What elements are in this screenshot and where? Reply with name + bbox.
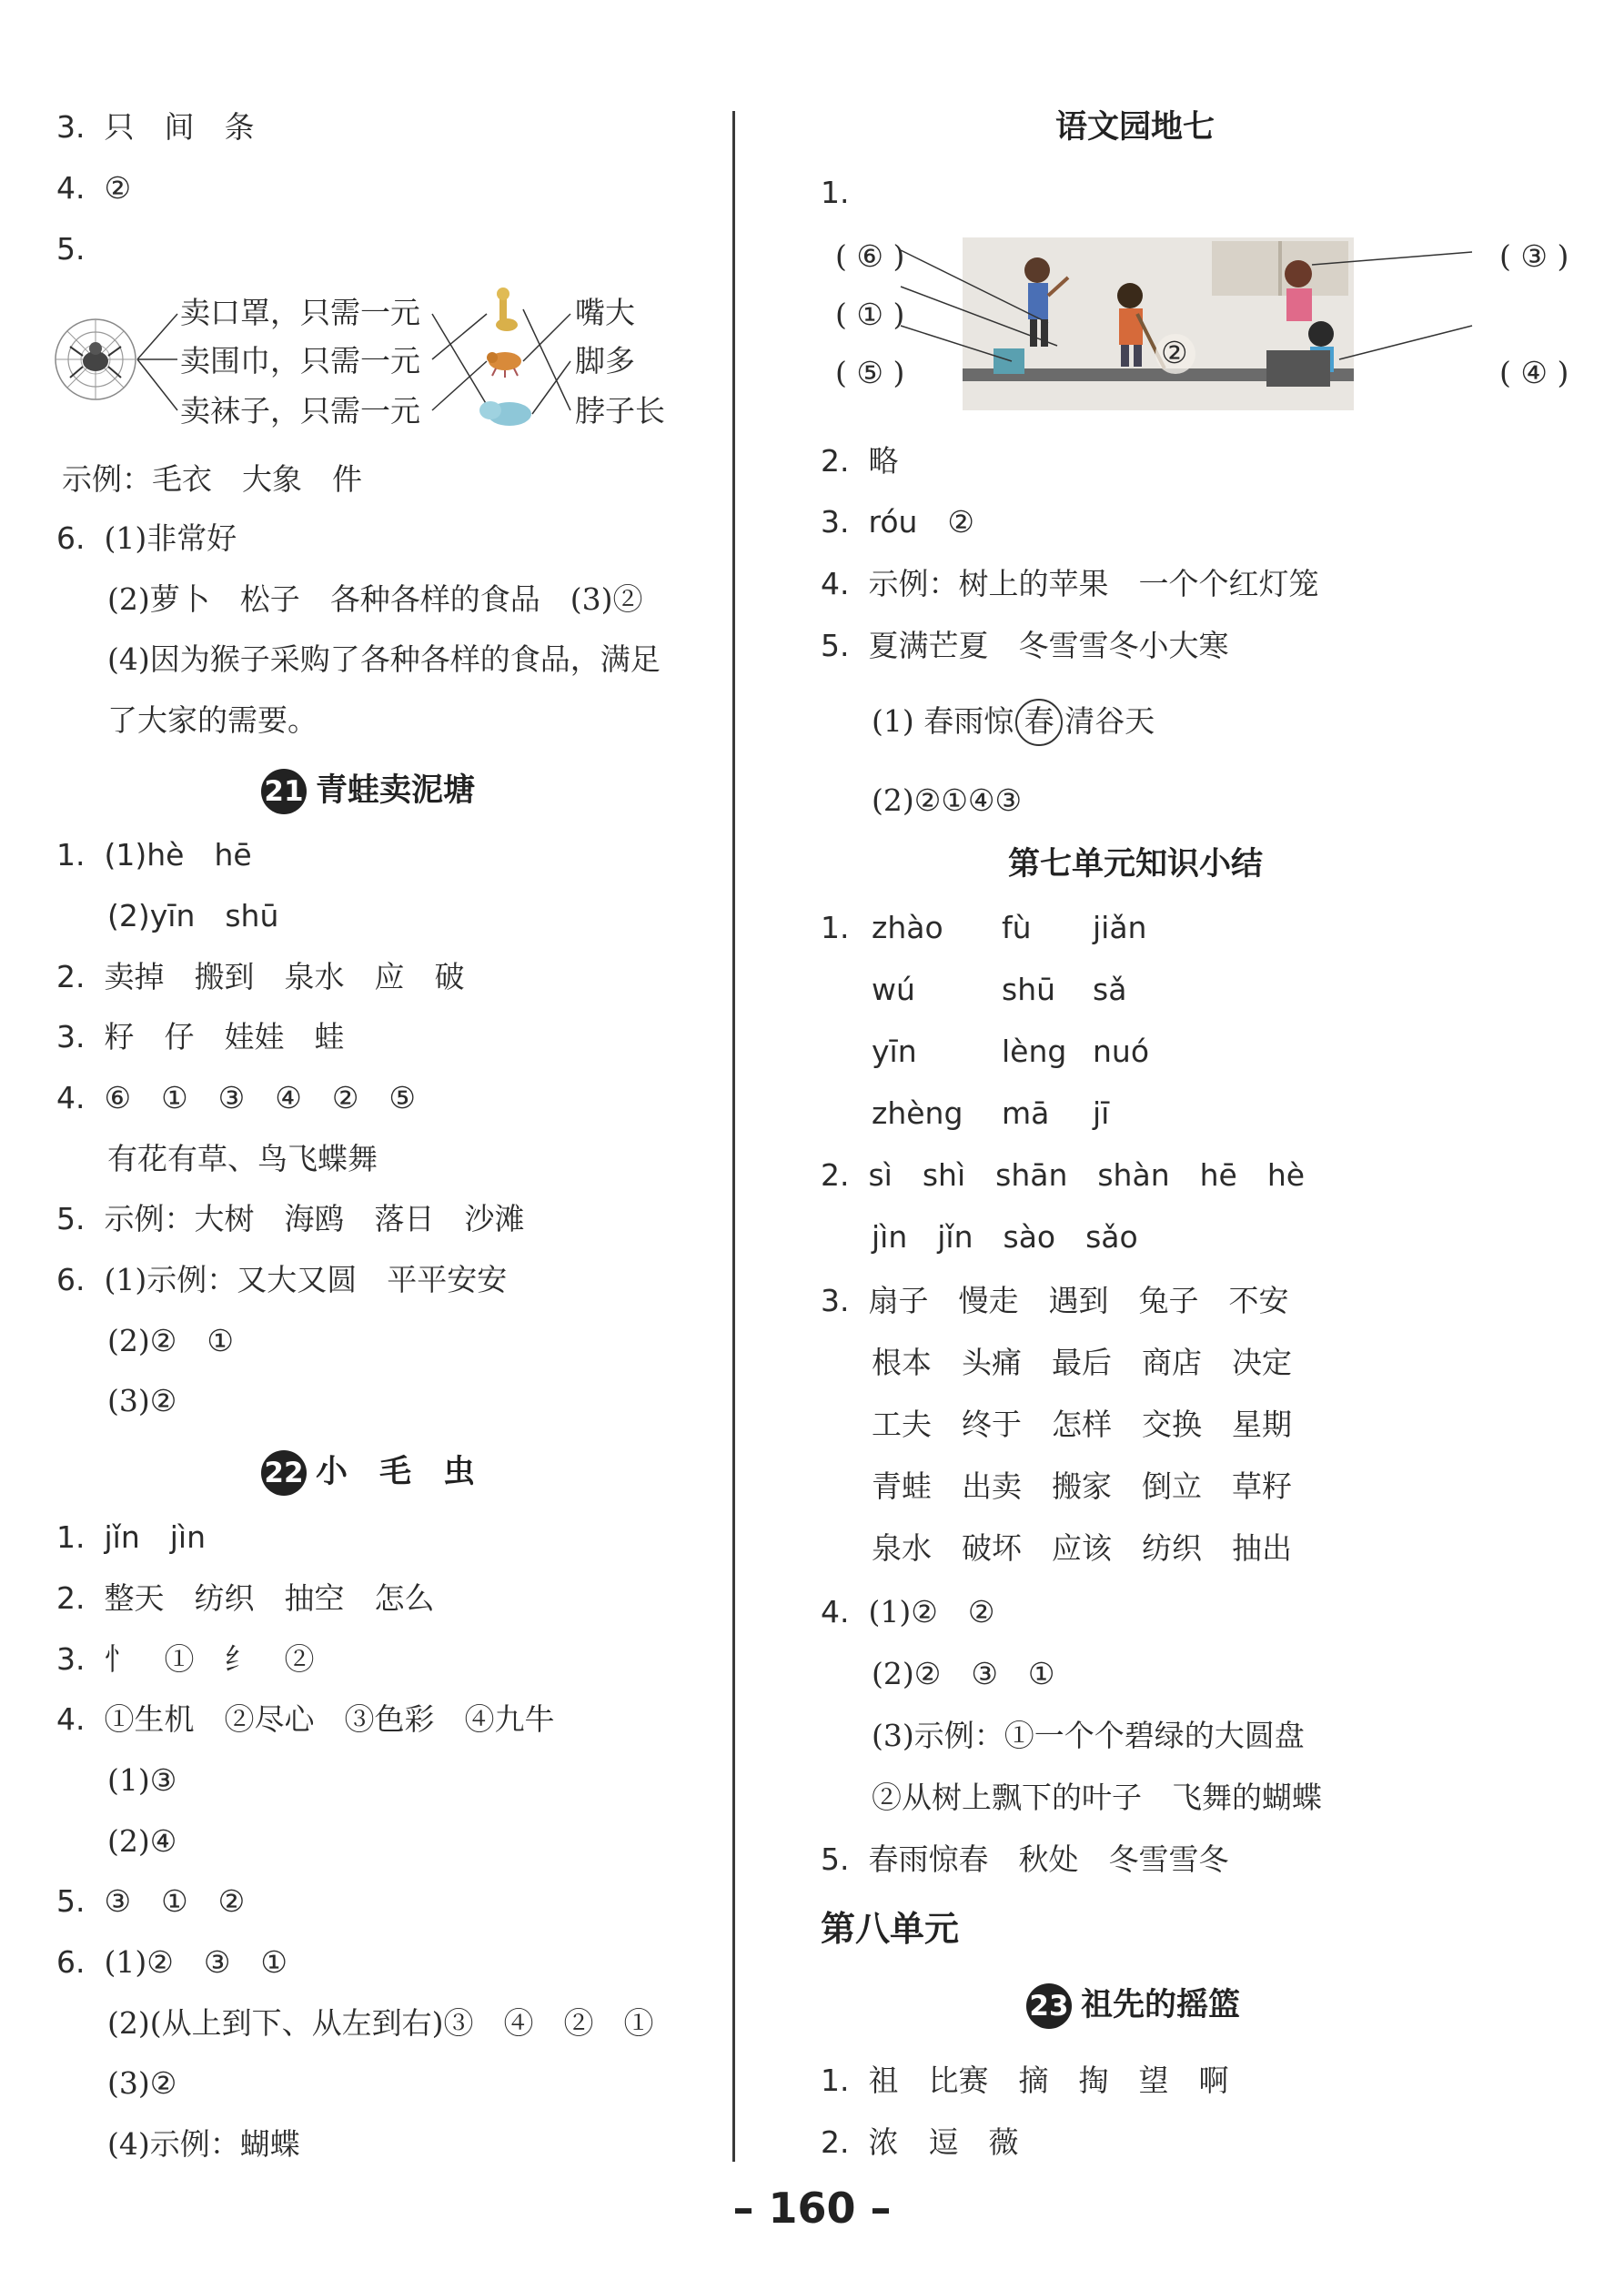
- pinyin-cell: sǎ: [1093, 972, 1127, 1007]
- section-title-unit7-summary: 第七单元知识小结: [1008, 846, 1264, 883]
- centipede-icon: [487, 352, 521, 378]
- summary-answer-3-line: 青蛙 出卖 搬家 倒立 草籽: [872, 1468, 1292, 1504]
- l23-answer-2: 2. 浓 逗 薇: [821, 2124, 1019, 2160]
- l22-answer-5: 5. ③ ① ②: [56, 1883, 246, 1919]
- label-left-1: ( ⑥ ): [835, 238, 905, 274]
- l21-answer-6-line-3: (3)②: [107, 1383, 177, 1418]
- match-left-1: 卖口罩，只需一元: [180, 295, 420, 330]
- pinyin-cell: mā: [1002, 1095, 1050, 1131]
- pinyin-cell: wú: [872, 972, 915, 1007]
- l21-answer-2: 2. 卖掉 搬到 泉水 应 破: [56, 959, 465, 994]
- match-right-1: 嘴大: [575, 295, 635, 330]
- l21-answer-1-line-2: (2)yīn shū: [107, 898, 279, 933]
- hippo-icon: [479, 401, 531, 426]
- match-right-2: 脚多: [575, 343, 635, 378]
- l21-answer-4: 4. ⑥ ① ③ ④ ② ⑤: [56, 1080, 416, 1115]
- l22-answer-4-line-3: (2)④: [107, 1823, 177, 1859]
- l21-answer-3: 3. 籽 仔 娃娃 蛙: [56, 1019, 345, 1054]
- lesson-21-title: 21 青蛙卖泥塘: [261, 769, 475, 814]
- l22-answer-3: 3. 忄 ① 纟 ②: [56, 1641, 315, 1677]
- section-title-garden: 语文园地七: [1055, 109, 1215, 146]
- lesson-22-title: 22 小 毛 虫: [261, 1450, 475, 1496]
- summary-answer-4: 4. (1)② ②: [821, 1594, 995, 1629]
- summary-answer-4-line-2: (2)② ③ ①: [872, 1656, 1055, 1691]
- l22-answer-6: 6. (1)② ③ ①: [56, 1944, 287, 1980]
- lesson-number-badge: 21: [261, 769, 307, 814]
- pinyin-cell: shū: [1002, 972, 1056, 1007]
- summary-answer-3-line: 泉水 破坏 应该 纺织 抽出: [872, 1530, 1292, 1566]
- summary-answer-2-line-2: jìn jǐn sào sǎo: [872, 1219, 1138, 1255]
- summary-answer-2: 2. sì shì shān shàn hē hè: [821, 1157, 1306, 1193]
- l21-answer-1: 1. (1)hè hē: [56, 837, 252, 873]
- answer-6-line-4: 了大家的需要。: [107, 702, 318, 738]
- summary-answer-4-line-3: (3)示例：①一个个碧绿的大圆盘: [872, 1718, 1305, 1753]
- l21-answer-6: 6. (1)示例：又大又圆 平平安安: [56, 1262, 508, 1297]
- l22-answer-1: 1. jǐn jìn: [56, 1519, 206, 1555]
- l22-answer-6-line-2: (2)(从上到下、从左到右)③ ④ ② ①: [107, 2005, 654, 2041]
- label-right-2: ( ④ ): [1499, 355, 1569, 390]
- pinyin-cell: zhèng: [872, 1095, 963, 1131]
- answer-6-line-3: (4)因为猴子采购了各种各样的食品，满足: [107, 641, 661, 677]
- answer-3: 3. 只 间 条: [56, 109, 255, 145]
- garden-answer-2: 2. 略: [821, 443, 899, 479]
- circled-character: 春: [1015, 699, 1063, 746]
- answer-5: 5.: [56, 231, 86, 267]
- l22-answer-6-line-4: (4)示例：蝴蝶: [107, 2126, 300, 2162]
- pinyin-cell: jiǎn: [1093, 910, 1147, 945]
- classroom-illustration: [830, 232, 1576, 414]
- label-left-3: ( ⑤ ): [835, 355, 905, 390]
- l22-answer-2: 2. 整天 纺织 抽空 怎么: [56, 1580, 435, 1616]
- unit-8-heading: 第八单元: [821, 1909, 960, 1949]
- pinyin-cell: zhào: [872, 910, 943, 945]
- lesson-number-badge: 22: [261, 1450, 307, 1496]
- label-center: ②: [1161, 335, 1188, 370]
- summary-answer-3-line: 工夫 终于 怎样 交换 星期: [872, 1407, 1292, 1442]
- answer-6-line-2: (2)萝卜 松子 各种各样的食品 (3)②: [107, 581, 643, 617]
- pinyin-cell: nuó: [1093, 1034, 1150, 1069]
- page-number: – 160 –: [732, 2184, 892, 2233]
- garden-answer-4: 4. 示例：树上的苹果 一个个红灯笼: [821, 566, 1319, 601]
- label-right-1: ( ③ ): [1499, 238, 1569, 274]
- summary-answer-3-line: 根本 头痛 最后 商店 决定: [872, 1345, 1292, 1380]
- l21-answer-6-line-2: (2)② ①: [107, 1323, 234, 1358]
- summary-answer-4-line-4: ②从树上飘下的叶子 飞舞的蝴蝶: [872, 1780, 1322, 1815]
- l22-answer-6-line-3: (3)②: [107, 2065, 177, 2101]
- pinyin-cell: yīn: [872, 1034, 917, 1069]
- l23-answer-1: 1. 祖 比赛 摘 掏 望 啊: [821, 2063, 1229, 2098]
- garden-answer-5-line-3: (2)②①④③: [872, 782, 1023, 818]
- summary-answer-3: 3. 扇子 慢走 遇到 兔子 不安: [821, 1283, 1289, 1318]
- child-figure: [1285, 260, 1312, 321]
- pinyin-cell: lèng: [1002, 1034, 1067, 1069]
- summary-answer-5: 5. 春雨惊春 秋处 冬雪雪冬: [821, 1841, 1229, 1877]
- match-left-2: 卖围巾，只需一元: [180, 343, 420, 378]
- summary-answer-1: 1.: [821, 910, 850, 945]
- garden-answer-5-line-2: (1) 春雨惊 春 清谷天: [872, 699, 1155, 746]
- column-divider: [732, 111, 735, 2162]
- garden-answer-1: 1.: [821, 175, 850, 210]
- answer-6: 6. (1)非常好: [56, 520, 237, 556]
- pinyin-cell: jī: [1093, 1095, 1110, 1131]
- label-left-2: ( ① ): [835, 297, 905, 332]
- l22-answer-4: 4. ①生机 ②尽心 ③色彩 ④九牛: [56, 1701, 555, 1737]
- lesson-number-badge: 23: [1026, 1983, 1072, 2029]
- example-line: 示例：毛衣 大象 件: [62, 461, 362, 497]
- l21-answer-4-line-2: 有花有草、鸟飞蝶舞: [107, 1141, 378, 1176]
- l22-answer-4-line-2: (1)③: [107, 1762, 177, 1798]
- answer-4: 4. ②: [56, 170, 132, 206]
- lesson-23-title: 23 祖先的摇篮: [1026, 1983, 1240, 2029]
- spider-web-icon: [55, 319, 136, 399]
- garden-answer-5: 5. 夏满芒夏 冬雪雪冬小大寒: [821, 628, 1229, 663]
- pinyin-cell: fù: [1002, 910, 1032, 945]
- match-left-3: 卖袜子，只需一元: [180, 393, 420, 429]
- l21-answer-5: 5. 示例：大树 海鸥 落日 沙滩: [56, 1201, 525, 1236]
- giraffe-icon: [496, 288, 518, 331]
- match-right-3: 脖子长: [575, 393, 665, 429]
- garden-answer-3: 3. róu ②: [821, 504, 975, 540]
